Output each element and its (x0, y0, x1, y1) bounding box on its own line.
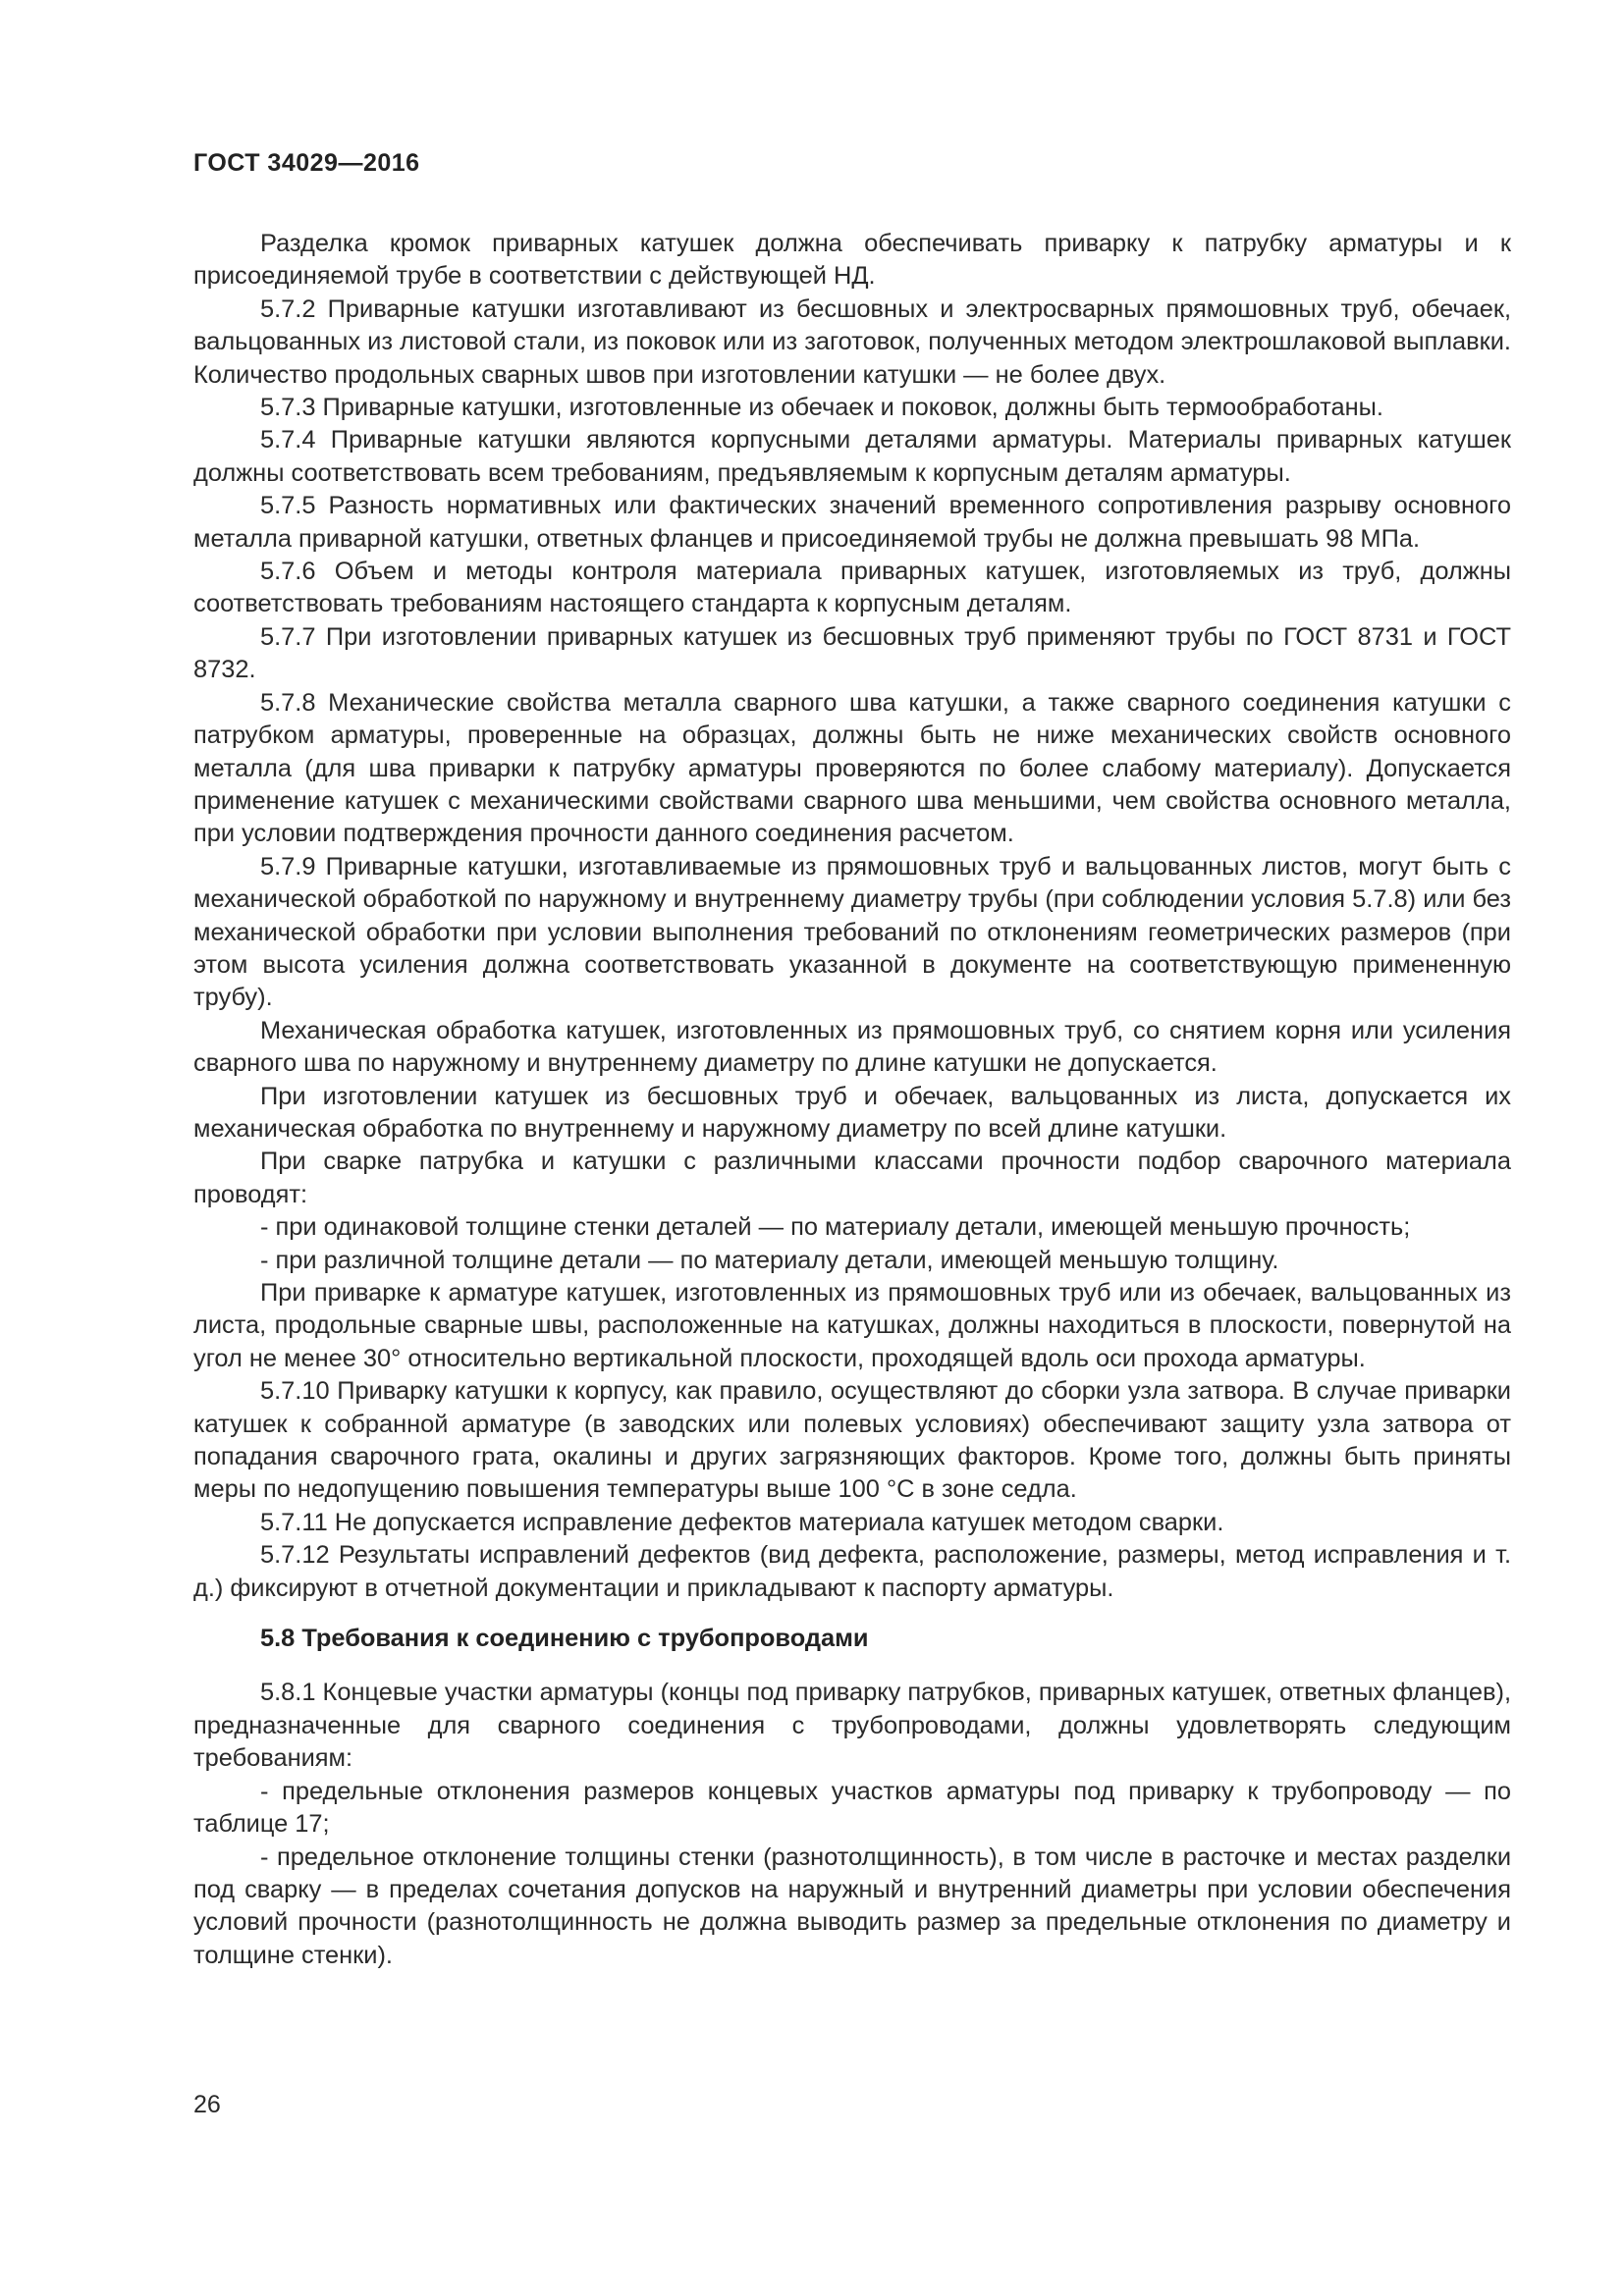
paragraph-5-8-1: 5.8.1 Концевые участки арматуры (концы под приварку патрубков, приварных катушек, ответных фланцев), предназначенные для сварного соединения с трубопроводами, должны удовлетворять следующим требованиям: (193, 1679, 1511, 1773)
page-number: 26 (193, 2091, 221, 2118)
paragraph: При приварке к арматуре катушек, изготовленных из прямошовных труб или из обечаек, вальцованных из листа, продольные сварные швы, расположенные на катушках, должны находиться в плоскости, повернутой на угол не менее 30° относительно вертикальной плоскости, проходящей вдоль оси прохода арматуры. (193, 1279, 1511, 1372)
paragraph: Механическая обработка катушек, изготовленных из прямошовных труб, со снятием корня или усиления сварного шва по наружному и внутреннему диаметру по длине катушки не допускается. (193, 1016, 1511, 1078)
list-item: - предельное отклонение толщины стенки (разнотолщинность), в том числе в расточке и местах разделки под сварку — в пределах сочетания допусков на наружный и внутренний диаметры при условии обеспечения условий прочности (разнотолщинность не должна выводить размер за предельные отклонения по диаметру и толщине стенки). (193, 1842, 1511, 1969)
paragraph: Разделка кромок приварных катушек должна обеспечивать приварку к патрубку арматуры и к присоединяемой трубе в соответствии с действующей НД. (193, 230, 1511, 291)
paragraph-5-7-12: 5.7.12 Результаты исправлений дефектов (вид дефекта, расположение, размеры, метод исправления и т. д.) фиксируют в отчетной документации и прикладывают к паспорту арматуры. (193, 1541, 1511, 1602)
paragraph-5-7-3: 5.7.3 Приварные катушки, изготовленные из обечаек и поковок, должны быть термообработаны. (260, 394, 1383, 422)
paragraph-5-7-2: 5.7.2 Приварные катушки изготавливают из бесшовных и электросварных прямошовных труб, обечаек, вальцованных из листовой стали, из поковок или из заготовок, полученных методом электрошлаковой выплавки. Количество продольных сварных швов при изготовлении катушки — не более двух. (193, 294, 1511, 389)
paragraph-5-7-7: 5.7.7 При изготовлении приварных катушек из бесшовных труб применяют трубы по ГОСТ 8731 и ГОСТ 8732. (193, 622, 1511, 684)
paragraph-5-7-5: 5.7.5 Разность нормативных или фактических значений временного сопротивления разрыву основного металла приварной катушки, ответных фланцев и присоединяемой трубы не должна превышать 98 МПа. (193, 492, 1511, 553)
paragraph: При изготовлении катушек из бесшовных труб и обечаек, вальцованных из листа, допускается их механическая обработка по внутреннему и наружному диаметру по всей длине катушки. (193, 1082, 1511, 1143)
document-body (193, 228, 1511, 1972)
list-item: - при одинаковой толщине стенки деталей — по материалу детали, имеющей меньшую прочность; (260, 1213, 1411, 1242)
paragraph-5-7-6: 5.7.6 Объем и методы контроля материала приварных катушек, изготовляемых из труб, должны соответствовать требованиям настоящего стандарта к корпусным деталям. (193, 558, 1511, 618)
paragraph: При сварке патрубка и катушки с различными классами прочности подбор сварочного материала проводят: (193, 1148, 1511, 1208)
paragraph-5-7-11: 5.7.11 Не допускается исправление дефектов материала катушек методом сварки. (260, 1508, 1224, 1536)
paragraph-5-7-8: 5.7.8 Механические свойства металла сварного шва катушки, а также сварного соединения катушки с патрубком арматуры, проверенные на образцах, должны быть не ниже механических свойств основного металла (для шва приварки к патрубку арматуры проверяются по более слабому материалу). Допускается применение катушек с механическими свойствами сварного шва меньшими, чем свойства основного металла, при условии подтверждения прочности данного соединения расчетом. (193, 688, 1511, 848)
list-item: - предельные отклонения размеров концевых участков арматуры под приварку к трубопроводу — по таблице 17; (193, 1777, 1511, 1839)
document-header: ГОСТ 34029—2016 (193, 149, 420, 177)
paragraph-5-7-9: 5.7.9 Приварные катушки, изготавливаемые из прямошовных труб и вальцованных листов, могут быть с механической обработкой по наружному и внутреннему диаметру трубы (при соблюдении условия 5.7.8) или без механической обработки при условии выполнения требований по отклонениям геометрических размеров (при этом высота усиления должна соответствовать указанной в документе на соответствующую примененную трубу). (193, 852, 1511, 1012)
section-heading-5-8: 5.8 Требования к соединению с трубопроводами (260, 1625, 869, 1653)
paragraph-5-7-10: 5.7.10 Приварку катушки к корпусу, как правило, осуществляют до сборки узла затвора. В случае приварки катушек к собранной арматуре (в заводских или полевых условиях) обеспечивают защиту узла затвора от попадания сварочного грата, окалины и других загрязняющих факторов. Кроме того, должны быть приняты меры по недопущению повышения температуры выше 100 °С в зоне седла. (193, 1377, 1511, 1504)
paragraph-5-7-4: 5.7.4 Приварные катушки являются корпусными деталями арматуры. Материалы приварных катушек должны соответствовать всем требованиям, предъявляемым к корпусным деталям арматуры. (193, 426, 1511, 487)
list-item: - при различной толщине детали — по материалу детали, имеющей меньшую толщину. (260, 1246, 1279, 1274)
